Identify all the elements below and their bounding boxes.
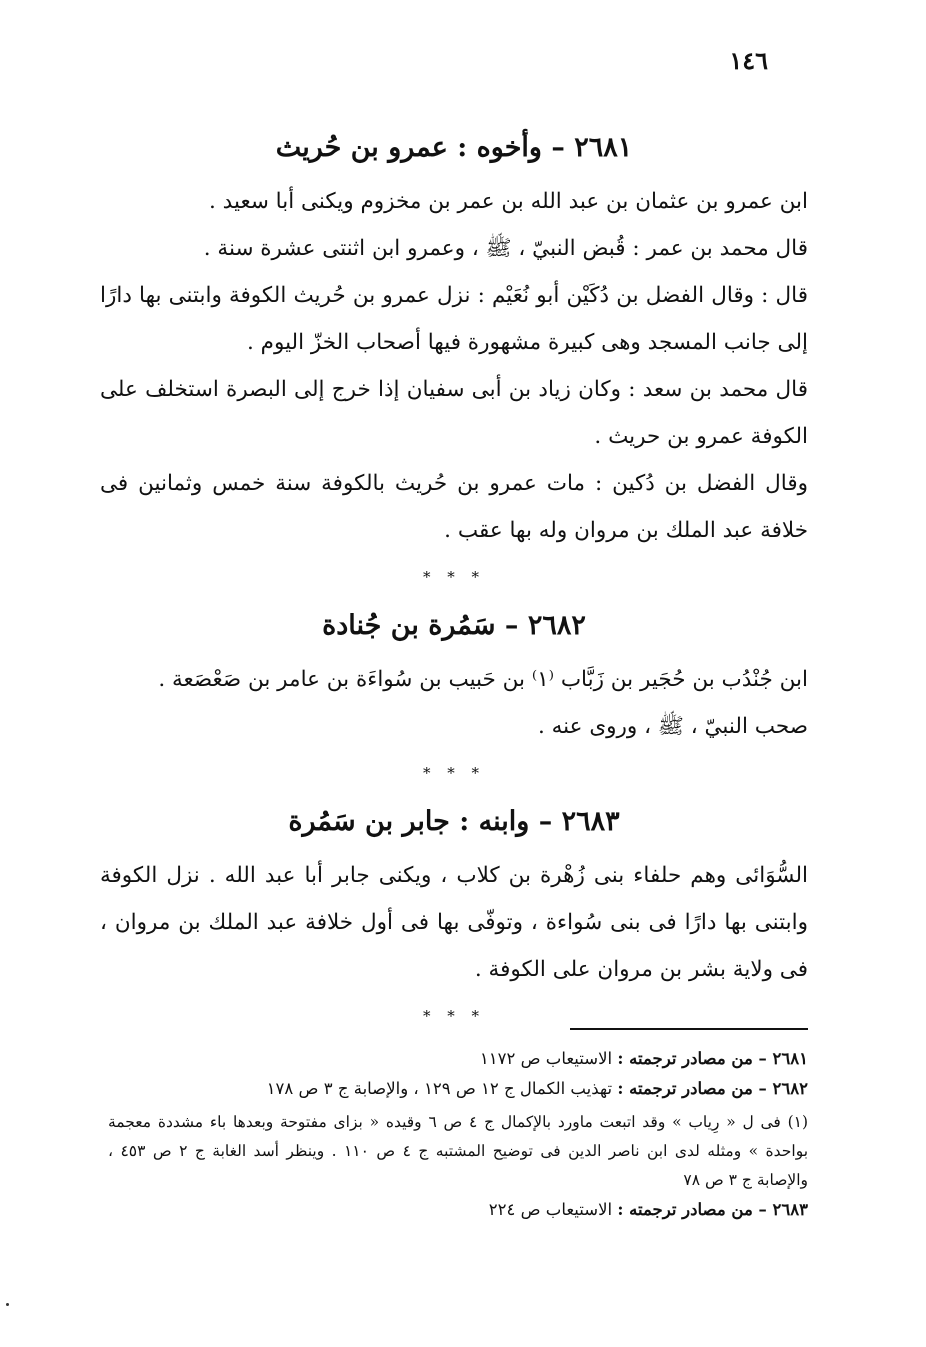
paragraph: قال : وقال الفضل بن دُكَيْن أبو نُعَيْم : نزل عمرو بن حُريث الكوفة وابتنى بها دارًا إلى جانب المسجد وهى كبيرة مشهورة فيها أصحاب الخزّ اليوم . — [100, 283, 808, 355]
footnote-label: ٢٦٨٢ – من مصادر ترجمته : — [617, 1079, 808, 1098]
paragraph: قال محمد بن عمر : قُبض النبيّ ، ﷺ ، وعمرو ابن اثنتى عشرة سنة . — [203, 236, 808, 261]
paragraph: قال محمد بن سعد : وكان زياد بن أبى سفيان إذا خرج إلى البصرة استخلف على الكوفة عمرو بن حريث . — [100, 377, 808, 449]
paragraph: ابن عمرو بن عثمان بن عبد الله بن عمر بن مخزوم ويكنى أبا سعيد . — [209, 189, 808, 214]
footnote-text: (١) فى ل « رِياب » وقد اتبعت ماورد بالإكمال ج ٤ ص ٦ وقيده « بزاى مفتوحة وبعدها باء مشددة معجمة بواحدة » ومثله لدى ابن ناصر الدين فى توضيح المشتبه ج ٤ ص ١١٠ . وينظر أسد الغابة ج ٢ ص ٤٥٣ ، والإصابة ج ٣ ص ٧٨ — [108, 1113, 809, 1189]
footnote-label: ٢٦٨٣ – من مصادر ترجمته : — [617, 1200, 808, 1219]
paragraph: صحب النبيّ ، ﷺ ، وروى عنه . — [537, 714, 808, 739]
footnote-2683 — [108, 1195, 808, 1225]
section-separator: * * * — [422, 568, 486, 586]
footnote-note-1 — [108, 1108, 808, 1195]
footnote-2682 — [108, 1074, 808, 1104]
footnote-rule — [570, 1028, 808, 1030]
footnotes — [108, 1028, 808, 1225]
paragraph: ابن جُنْدُب بن حُجَير بن زَبَّاب ⁽١⁾ بن حَبيب بن سُواءَة بن عامر بن صَعْصَعة . — [158, 667, 808, 692]
footnote-label: ٢٦٨١ – من مصادر ترجمته : — [617, 1049, 808, 1068]
entry-heading-2681: ٢٦٨١ – وأخوه : عمرو بن حُريث — [275, 132, 633, 163]
footnote-2681 — [108, 1044, 808, 1074]
main-text — [100, 120, 808, 1043]
paragraph: وقال الفضل بن دُكين : مات عمرو بن حُريث بالكوفة سنة خمس وثمانين فى خلافة عبد الملك بن مروان وله بها عقب . — [100, 471, 808, 543]
footnote-text: تهذيب الكمال ج ١٢ ص ١٢٩ ، والإصابة ج ٣ ص ١٧٨ — [266, 1079, 618, 1098]
entry-heading-2682: ٢٦٨٢ – سَمُرة بن جُنادة — [322, 610, 586, 641]
page-number: ١٤٦ — [729, 46, 768, 75]
entry-heading-2683: ٢٦٨٣ – وابنه : جابر بن سَمُرة — [288, 806, 620, 837]
footnote-text: الاستيعاب ص ١١٧٢ — [479, 1049, 618, 1068]
footnote-text: الاستيعاب ص ٢٢٤ — [488, 1200, 618, 1219]
paragraph: السُّوَائى وهم حلفاء بنى زُهْرة بن كلاب ، ويكنى جابر أبا عبد الله . نزل الكوفة وابتنى بها دارًا فى بنى سُواءة ، وتوفّى بها فى أول خلافة عبد الملك بن مروان ، فى ولاية بشر بن مروان على الكوفة . — [100, 863, 809, 982]
scan-speck — [6, 1303, 9, 1306]
section-separator: * * * — [422, 764, 486, 782]
section-separator: * * * — [422, 1007, 486, 1025]
